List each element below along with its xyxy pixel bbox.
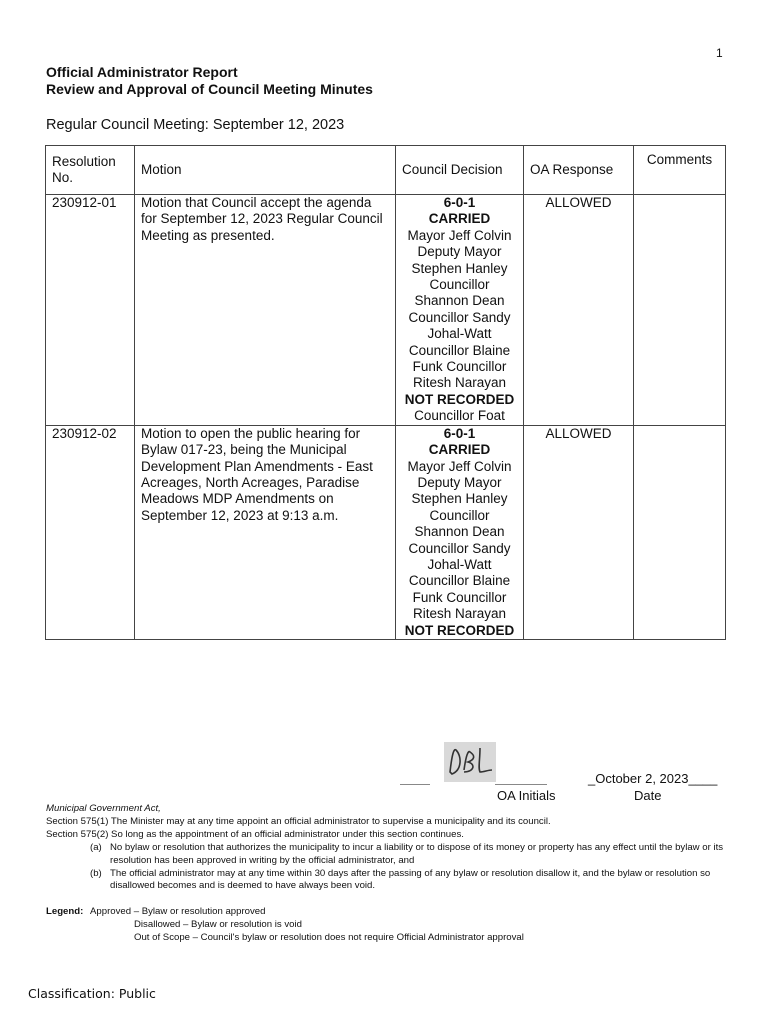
- legend-label: Legend:: [46, 906, 84, 917]
- legend: [46, 906, 524, 945]
- comments-cell: [634, 195, 726, 426]
- legend-disallowed: Disallowed – Bylaw or resolution is void: [134, 918, 302, 930]
- council-decision: [396, 195, 524, 426]
- classification-label: Classification: Public: [28, 986, 156, 1001]
- comments-cell: [634, 425, 726, 639]
- signature-block: [400, 742, 730, 807]
- initials-signature-icon: [444, 742, 496, 782]
- page-number: 1: [716, 46, 723, 60]
- table-row: [46, 425, 726, 639]
- act-excerpt: [46, 803, 726, 893]
- report-title-line2: Review and Approval of Council Meeting Minutes: [46, 81, 373, 97]
- table-header-row: [46, 146, 726, 195]
- clause-a-label: (a): [90, 841, 102, 853]
- table-row: [46, 195, 726, 426]
- act-section-575-2: Section 575(2) So long as the appointment of an official administrator under this section continues.: [46, 828, 464, 840]
- resolution-number: 230912-02: [46, 425, 135, 639]
- decision-not-recorded: NOT RECORDED: [404, 622, 515, 638]
- decision-members: Mayor Jeff Colvin Deputy Mayor Stephen Hanley Councillor Shannon Dean Councillor Sandy Johal-Watt Councillor Blaine Funk Councillor Ritesh Narayan: [407, 458, 512, 622]
- council-decision: [396, 425, 524, 639]
- signature-line: [400, 784, 430, 785]
- clause-b-text: The official administrator may at any time within 30 days after the passing of any bylaw or resolution disallow it, and the bylaw or resolution so disallowed becomes and is deemed to have always been void.: [110, 867, 711, 892]
- act-section-575-1: Section 575(1) The Minister may at any time appoint an official administrator to supervise a municipality and its council.: [46, 815, 551, 827]
- oa-initials-label: OA Initials: [497, 788, 556, 803]
- clause-b-label: (b): [90, 867, 102, 879]
- act-heading: Municipal Government Act,: [46, 803, 161, 814]
- act-clause-a: [46, 842, 726, 868]
- legend-out-of-scope: Out of Scope – Council's bylaw or resolution does not require Official Administrator approval: [134, 931, 524, 943]
- resolution-number: 230912-01: [46, 195, 135, 426]
- oa-response: ALLOWED: [524, 425, 634, 639]
- clause-a-text: No bylaw or resolution that authorizes the municipality to incur a liability or to dispose of its money or property has any effect until the bylaw or its resolution has been approved in writing by the official administrator, and: [110, 841, 724, 866]
- minutes-table: [45, 145, 726, 640]
- report-title: [46, 64, 373, 98]
- header-comments: Comments: [634, 146, 726, 195]
- initials-line: [495, 784, 547, 785]
- decision-absent: Councillor Foat: [414, 408, 505, 424]
- legend-approved: Approved – Bylaw or resolution approved: [90, 906, 266, 917]
- date-label: Date: [634, 788, 662, 803]
- header-oa-response: OA Response: [524, 146, 634, 195]
- oa-response: ALLOWED: [524, 195, 634, 426]
- report-title-line1: Official Administrator Report: [46, 64, 238, 80]
- date-value: _October 2, 2023____: [588, 771, 718, 786]
- header-resolution-line1: Resolution: [52, 153, 116, 169]
- header-motion: Motion: [135, 146, 396, 195]
- decision-members: Mayor Jeff Colvin Deputy Mayor Stephen Hanley Councillor Shannon Dean Councillor Sandy Johal-Watt Councillor Blaine Funk Councillor Ritesh Narayan: [407, 227, 512, 391]
- decision-vote: 6-0-1: [443, 425, 476, 441]
- header-resolution-line2: No.: [52, 170, 74, 185]
- act-clause-b: [46, 868, 726, 894]
- decision-not-recorded: NOT RECORDED: [404, 391, 515, 407]
- meeting-heading: Regular Council Meeting: September 12, 2023: [46, 117, 345, 133]
- legend-approved-row: [46, 906, 524, 919]
- motion-text: Motion to open the public hearing for Bylaw 017-23, being the Municipal Development Plan Amendments - East Acreages, North Acreages, Paradise Meadows MDP Amendments on September 12, 2023 at 9:13 a.m.: [135, 425, 396, 639]
- decision-vote: 6-0-1: [443, 195, 476, 210]
- decision-result: CARRIED: [428, 211, 491, 227]
- motion-text: Motion that Council accept the agenda for September 12, 2023 Regular Council Meeting as presented.: [135, 195, 396, 426]
- header-resolution: [46, 146, 135, 195]
- header-council-decision: Council Decision: [396, 146, 524, 195]
- decision-result: CARRIED: [428, 442, 491, 458]
